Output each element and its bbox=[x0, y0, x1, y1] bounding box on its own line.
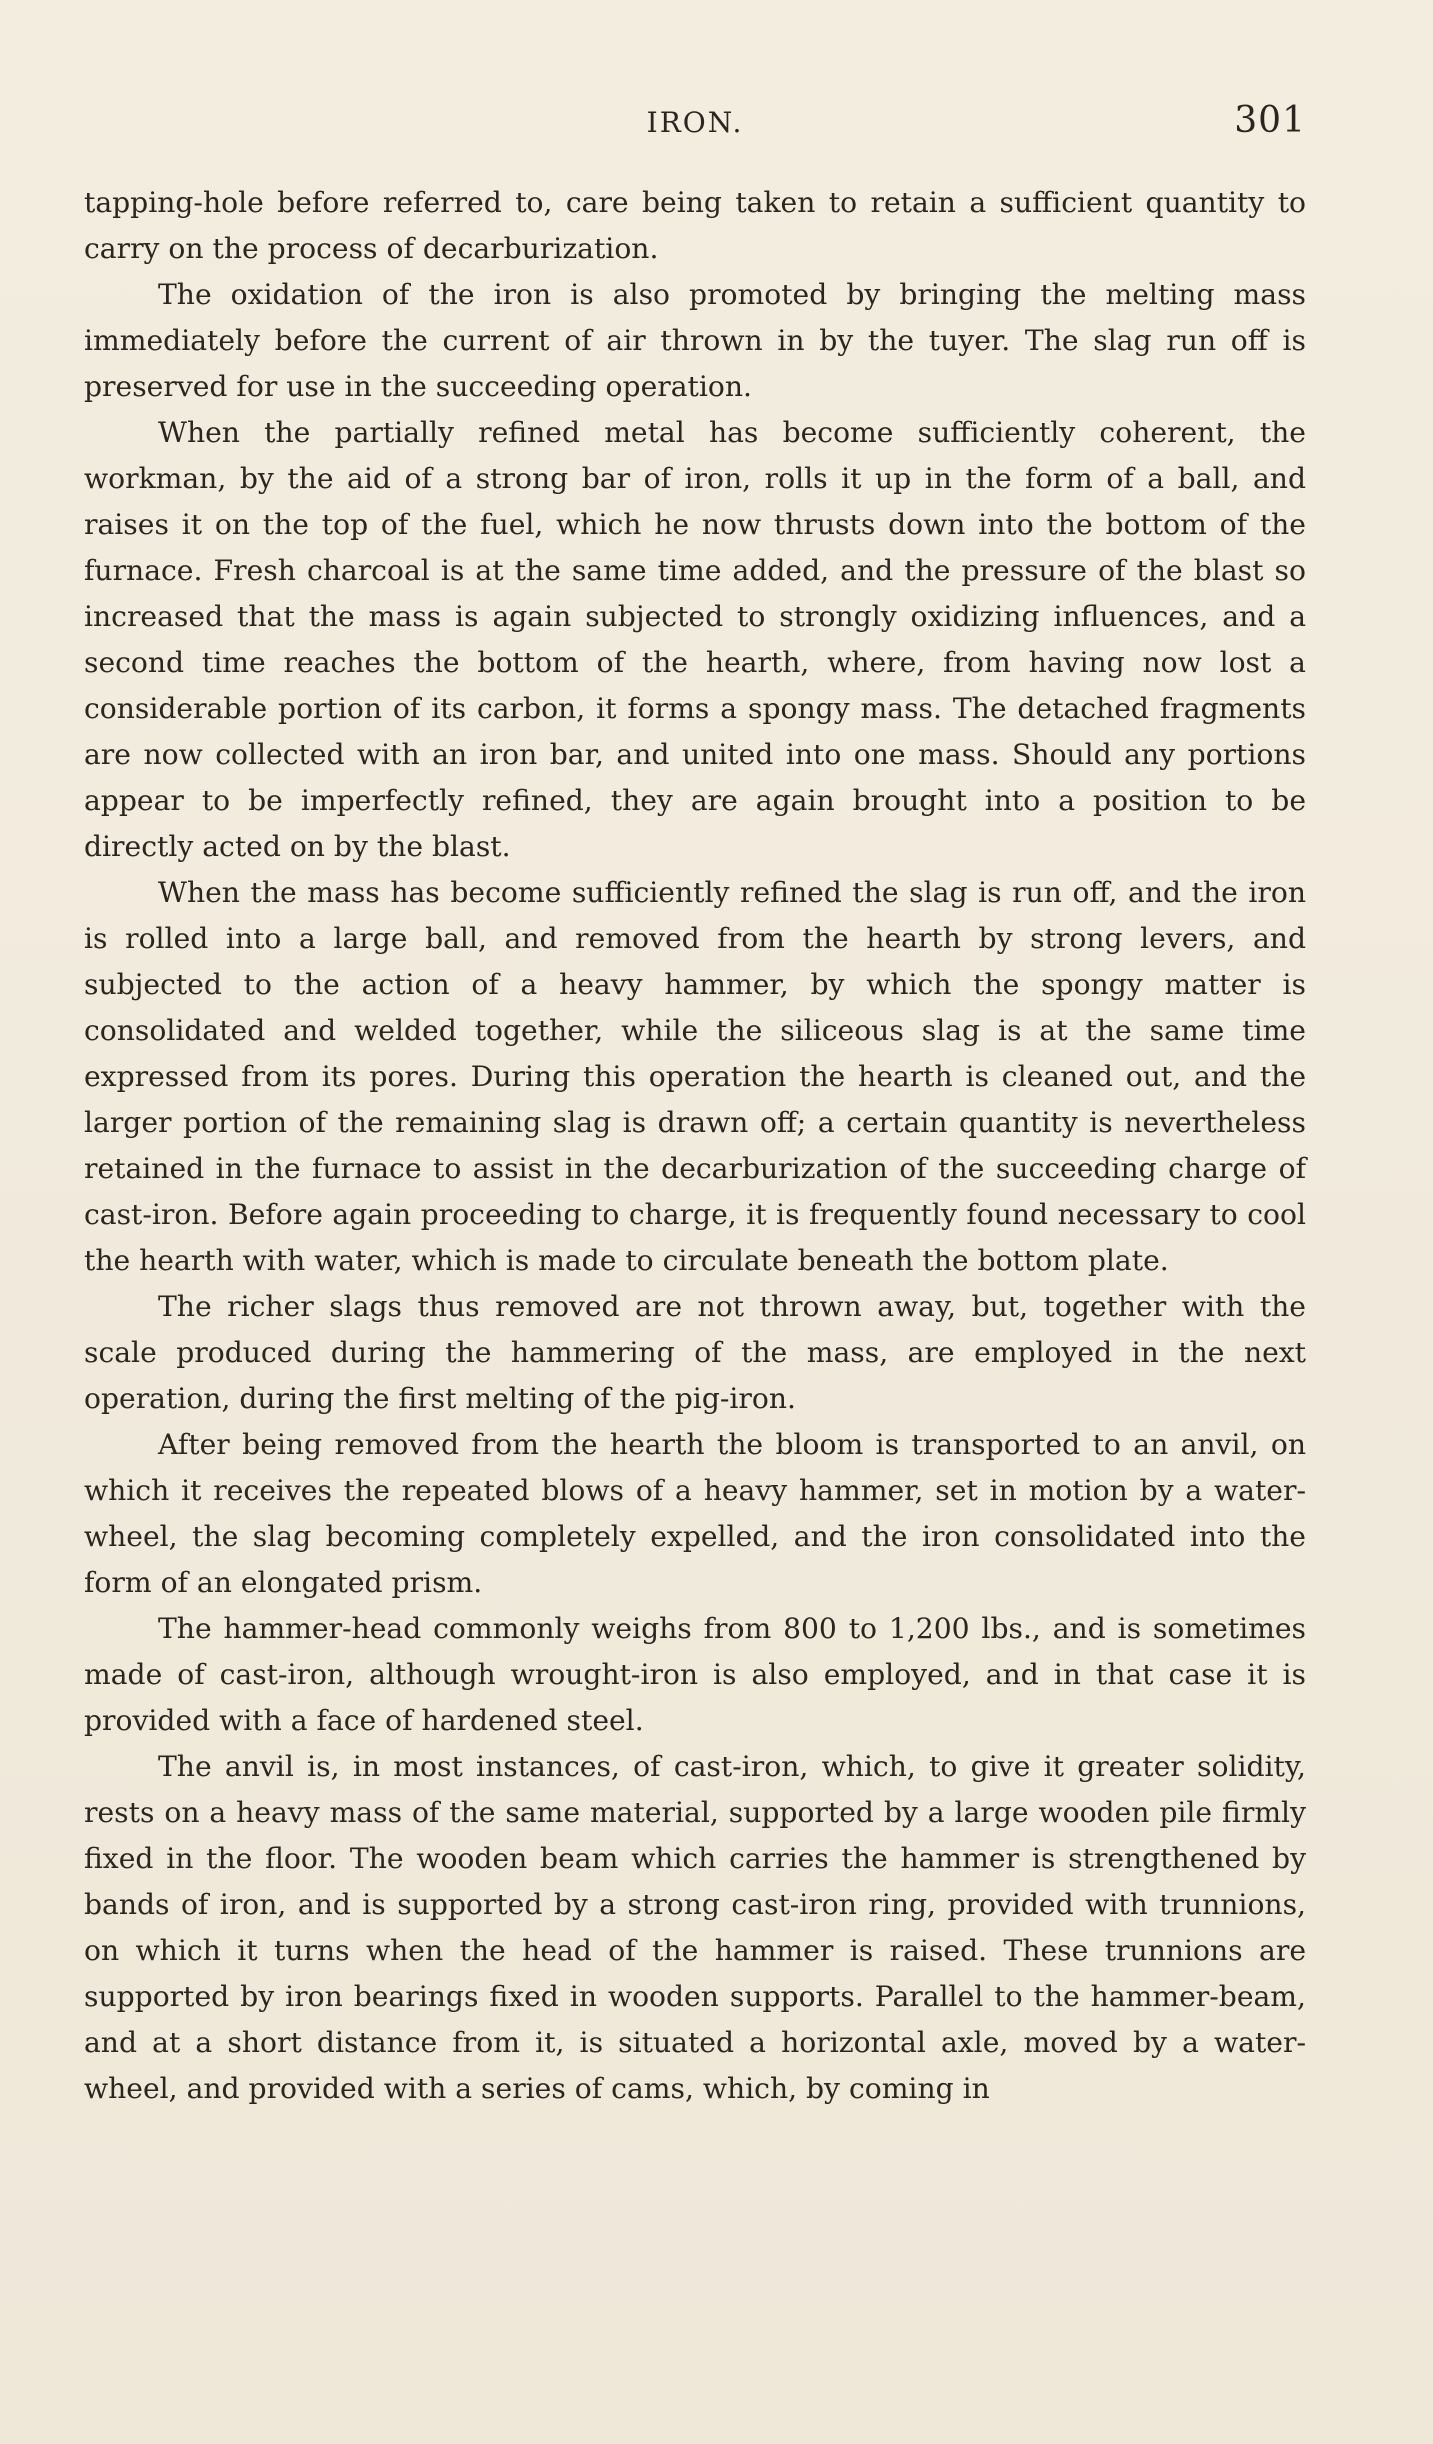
page-number: 301 bbox=[1234, 100, 1306, 141]
paragraph: When the partially refined metal has become sufficiently coherent, the workman, by the aid of a strong bar of iron, rolls it up in the form of a ball, and raises it on the top of the fuel, which he now thrusts down into the bottom of the furnace. Fresh charcoal is at the same time added, and the pressure of the blast so increased that the mass is again subjected to strongly oxidizing influences, and a second time reaches the bottom of the hearth, where, from having now lost a considerable portion of its carbon, it forms a spongy mass. The detached fragments are now collected with an iron bar, and united into one mass. Should any portions appear to be imperfectly refined, they are again brought into a position to be directly acted on by the blast. bbox=[84, 416, 1306, 863]
paragraph: After being removed from the hearth the bloom is transported to an anvil, on which it receives the repeated blows of a heavy hammer, set in motion by a water-wheel, the slag becoming completely expelled, and the iron consolidated into the form of an elongated prism. bbox=[84, 1428, 1306, 1599]
paragraph: When the mass has become sufficiently refined the slag is run off, and the iron is rolled into a large ball, and removed from the hearth by strong levers, and subjected to the action of a heavy hammer, by which the spongy matter is consolidated and welded together, while the siliceous slag is at the same time expressed from its pores. During this operation the hearth is cleaned out, and the larger portion of the remaining slag is drawn off; a certain quantity is nevertheless retained in the furnace to assist in the decarburization of the succeeding charge of cast-iron. Before again proceeding to charge, it is frequently found necessary to cool the hearth with water, which is made to circulate beneath the bottom plate. bbox=[84, 876, 1306, 1277]
body-text bbox=[84, 180, 1306, 2112]
page-header bbox=[84, 100, 1306, 148]
paragraph: The hammer-head commonly weighs from 800 to 1,200 lbs., and is sometimes made of cast-iron, although wrought-iron is also employed, and in that case it is provided with a face of hardened steel. bbox=[84, 1612, 1306, 1737]
running-head: IRON. bbox=[646, 106, 744, 139]
paragraph-continuation: tapping-hole before referred to, care being taken to retain a sufficient quantity to carry on the process of decarburization. bbox=[84, 186, 1306, 265]
paragraph: The oxidation of the iron is also promoted by bringing the melting mass immediately before the current of air thrown in by the tuyer. The slag run off is preserved for use in the succeeding operation. bbox=[84, 278, 1306, 403]
paragraph: The anvil is, in most instances, of cast-iron, which, to give it greater solidity, rests on a heavy mass of the same material, supported by a large wooden pile firmly fixed in the floor. The wooden beam which carries the hammer is strengthened by bands of iron, and is supported by a strong cast-iron ring, provided with trunnions, on which it turns when the head of the hammer is raised. These trunnions are supported by iron bearings fixed in wooden supports. Parallel to the hammer-beam, and at a short distance from it, is situated a horizontal axle, moved by a water-wheel, and provided with a series of cams, which, by coming in bbox=[84, 1750, 1306, 2105]
paragraph: The richer slags thus removed are not thrown away, but, together with the scale produced during the hammering of the mass, are employed in the next operation, during the first melting of the pig-iron. bbox=[84, 1290, 1306, 1415]
